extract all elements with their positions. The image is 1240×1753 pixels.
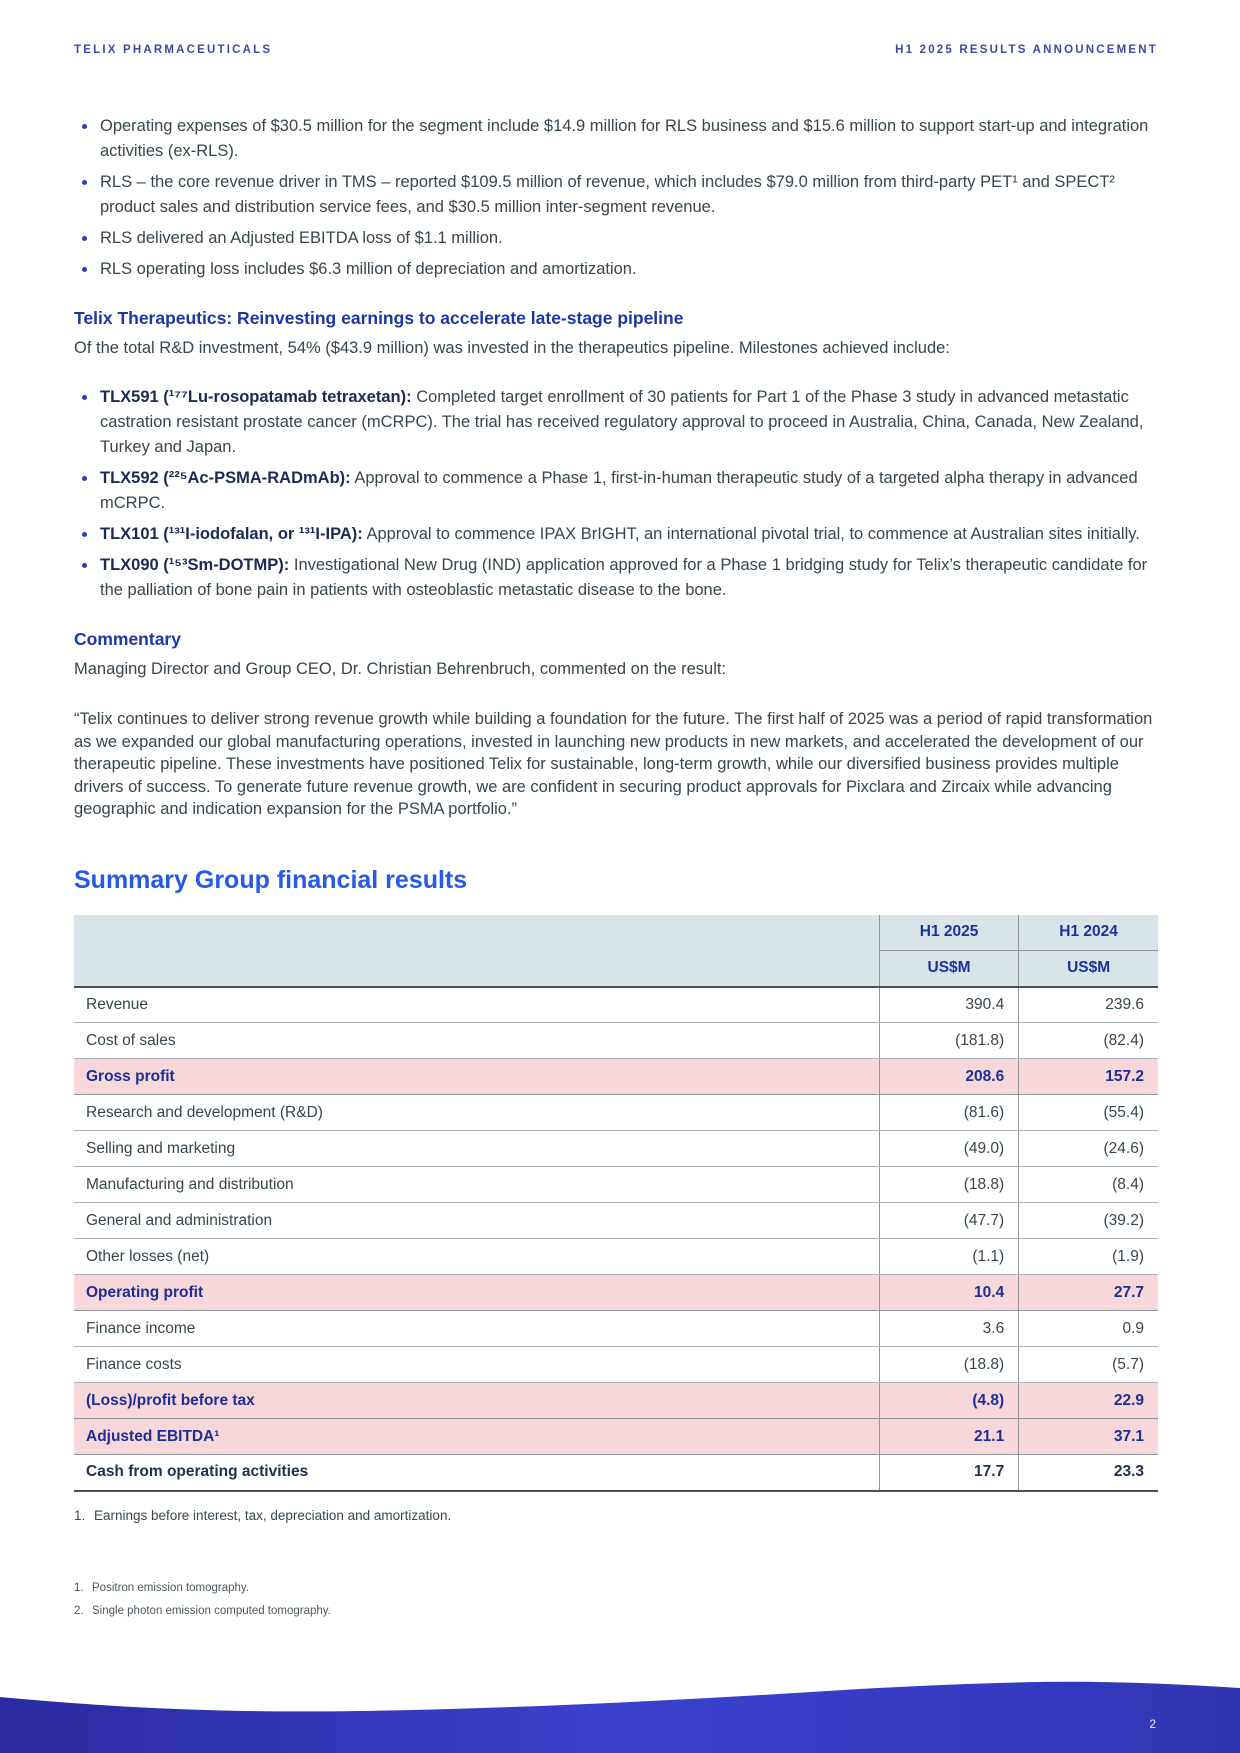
table-corner-cell (74, 915, 879, 987)
therapeutics-heading: Telix Therapeutics: Reinvesting earnings to accelerate late-stage pipeline (74, 308, 684, 328)
row-label: Selling and marketing (74, 1131, 879, 1167)
table-row (74, 1131, 1158, 1167)
table-row (74, 1311, 1158, 1347)
therapeutics-intro: Of the total R&D investment, 54% ($43.9 million) was invested in the therapeutics pipeline. Milestones achieved include: (74, 339, 950, 357)
drug-name: TLX101 (¹³¹I-iodofalan, or ¹³¹I-IPA): (100, 525, 363, 543)
table-row (74, 1239, 1158, 1275)
footnote-number: 1. (74, 1581, 84, 1594)
bullet-dot-icon (82, 476, 87, 481)
row-value-h1-2025: 3.6 (879, 1311, 1018, 1347)
drug-name: TLX591 (¹⁷⁷Lu-rosopatamab tetraxetan): (100, 388, 412, 406)
row-value-h1-2025: 208.6 (879, 1059, 1018, 1095)
bullet-dot-icon (82, 180, 87, 185)
overview-bullet-list (74, 114, 1158, 282)
bullet-dot-icon (82, 124, 87, 129)
row-value-h1-2025: (4.8) (879, 1383, 1018, 1419)
drug-name: TLX592 (²²⁵Ac-PSMA-RADmAb): (100, 469, 351, 487)
row-value-h1-2025: (1.1) (879, 1239, 1018, 1275)
row-value-h1-2024: (5.7) (1019, 1347, 1158, 1383)
table-row (74, 1383, 1158, 1419)
page-number: 2 (1149, 1717, 1156, 1731)
col-header-unit: US$M (1019, 951, 1158, 987)
row-label: Research and development (R&D) (74, 1095, 879, 1131)
table-row (74, 1419, 1158, 1455)
bullet-item (74, 553, 1158, 603)
row-label: Operating profit (74, 1275, 879, 1311)
table-row (74, 987, 1158, 1023)
row-label: Revenue (74, 987, 879, 1023)
table-note (74, 1508, 1158, 1523)
header-meta (74, 0, 1158, 56)
row-value-h1-2025: 10.4 (879, 1275, 1018, 1311)
row-value-h1-2025: 21.1 (879, 1419, 1018, 1455)
footnote-number: 2. (74, 1604, 84, 1617)
bullet-text: Completed target enrollment of 30 patients for Part 1 of the Phase 3 study in advanced metastatic castration resistant prostate cancer (mCRPC). The trial has received regulatory approval to proceed in Australia, China, Canada, New Zealand, Turkey and Japan. (100, 388, 1144, 456)
bullet-text: RLS – the core revenue driver in TMS – reported $109.5 million of revenue, which includes $79.0 million from third-party PET¹ and SPECT² product sales and distribution service fees, and $30.5 million inter-segment revenue. (100, 173, 1115, 216)
bullet-text: RLS delivered an Adjusted EBITDA loss of $1.1 million. (100, 229, 503, 247)
col-header-unit: US$M (879, 951, 1018, 987)
row-value-h1-2025: (18.8) (879, 1347, 1018, 1383)
bullet-item (74, 257, 1158, 282)
ceo-quote: “Telix continues to deliver strong revenue growth while building a foundation for the future. The first half of 2025 was a period of rapid transformation as we expanded our global manufacturing operations, invested in launching new products in new markets, and accelerated the development of our therapeutic pipeline. These investments have positioned Telix for sustainable, long-term growth, while our diversified business provides multiple drivers of success. To generate future revenue growth, we are confident in securing product approvals for Pixclara and Zircaix while advancing geographic and indication expansion for the PSMA portfolio.” (74, 710, 1153, 818)
bullet-dot-icon (82, 267, 87, 272)
bullet-text: Approval to commence a Phase 1, first-in-human therapeutic study of a targeted alpha therapy in advanced mCRPC. (100, 469, 1138, 512)
row-label: Adjusted EBITDA¹ (74, 1419, 879, 1455)
bullet-item (74, 385, 1158, 460)
bullet-text: Investigational New Drug (IND) application approved for a Phase 1 bridging study for Telix’s therapeutic candidate for the palliation of bone pain in patients with osteoblastic metastatic disease to the bone. (100, 556, 1148, 599)
bullet-dot-icon (82, 236, 87, 241)
col-header-period: H1 2024 (1019, 915, 1158, 951)
footnote-text: Positron emission tomography. (92, 1581, 250, 1594)
row-label: Finance costs (74, 1347, 879, 1383)
table-row (74, 1455, 1158, 1491)
footnote (74, 1600, 1158, 1623)
table-note-text: Earnings before interest, tax, depreciation and amortization. (94, 1507, 452, 1523)
row-label: General and administration (74, 1203, 879, 1239)
table-row (74, 1347, 1158, 1383)
footnote-list (74, 1577, 1158, 1623)
bullet-text: RLS operating loss includes $6.3 million of depreciation and amortization. (100, 260, 637, 278)
row-value-h1-2025: (18.8) (879, 1167, 1018, 1203)
bullet-dot-icon (82, 532, 87, 537)
bullet-item (74, 170, 1158, 220)
footer-wave-decoration (0, 1661, 1240, 1753)
row-value-h1-2024: 23.3 (1019, 1455, 1158, 1491)
table-row (74, 1095, 1158, 1131)
table-row (74, 1059, 1158, 1095)
bullet-dot-icon (82, 563, 87, 568)
commentary-heading: Commentary (74, 629, 181, 649)
row-label: Finance income (74, 1311, 879, 1347)
row-value-h1-2024: 157.2 (1019, 1059, 1158, 1095)
row-label: Manufacturing and distribution (74, 1167, 879, 1203)
summary-title: Summary Group financial results (74, 865, 468, 894)
row-label: Other losses (net) (74, 1239, 879, 1275)
row-value-h1-2024: 22.9 (1019, 1383, 1158, 1419)
row-value-h1-2025: (47.7) (879, 1203, 1018, 1239)
row-label: (Loss)/profit before tax (74, 1383, 879, 1419)
financial-table (74, 915, 1158, 1492)
company-name: TELIX PHARMACEUTICALS (74, 44, 273, 56)
row-value-h1-2024: (82.4) (1019, 1023, 1158, 1059)
row-value-h1-2025: (181.8) (879, 1023, 1018, 1059)
bullet-item (74, 114, 1158, 164)
row-value-h1-2024: (8.4) (1019, 1167, 1158, 1203)
row-value-h1-2024: 239.6 (1019, 987, 1158, 1023)
row-value-h1-2024: 0.9 (1019, 1311, 1158, 1347)
row-value-h1-2024: (55.4) (1019, 1095, 1158, 1131)
row-value-h1-2024: (39.2) (1019, 1203, 1158, 1239)
row-label: Cost of sales (74, 1023, 879, 1059)
table-row (74, 1203, 1158, 1239)
bullet-item (74, 226, 1158, 251)
bullet-text: Operating expenses of $30.5 million for the segment include $14.9 million for RLS business and $15.6 million to support start-up and integration activities (ex-RLS). (100, 117, 1149, 160)
row-value-h1-2025: (49.0) (879, 1131, 1018, 1167)
col-header-period: H1 2025 (879, 915, 1018, 951)
bullet-item (74, 522, 1158, 547)
document-title: H1 2025 RESULTS ANNOUNCEMENT (895, 44, 1158, 56)
footnote (74, 1577, 1158, 1600)
row-value-h1-2024: 27.7 (1019, 1275, 1158, 1311)
row-value-h1-2025: 17.7 (879, 1455, 1018, 1491)
table-row (74, 1167, 1158, 1203)
drug-name: TLX090 (¹⁵³Sm-DOTMP): (100, 556, 290, 574)
commentary-intro: Managing Director and Group CEO, Dr. Christian Behrenbruch, commented on the result: (74, 660, 727, 678)
bullet-item (74, 466, 1158, 516)
footnote-text: Single photon emission computed tomography. (92, 1604, 331, 1617)
row-value-h1-2025: 390.4 (879, 987, 1018, 1023)
table-row (74, 1023, 1158, 1059)
row-label: Cash from operating activities (74, 1455, 879, 1491)
row-value-h1-2024: 37.1 (1019, 1419, 1158, 1455)
bullet-dot-icon (82, 395, 87, 400)
row-value-h1-2025: (81.6) (879, 1095, 1018, 1131)
pipeline-bullet-list (74, 385, 1158, 603)
bullet-text: Approval to commence IPAX BrIGHT, an international pivotal trial, to commence at Australian sites initially. (366, 525, 1140, 543)
table-row (74, 1275, 1158, 1311)
table-note-number: 1. (74, 1507, 86, 1523)
row-value-h1-2024: (24.6) (1019, 1131, 1158, 1167)
row-value-h1-2024: (1.9) (1019, 1239, 1158, 1275)
row-label: Gross profit (74, 1059, 879, 1095)
